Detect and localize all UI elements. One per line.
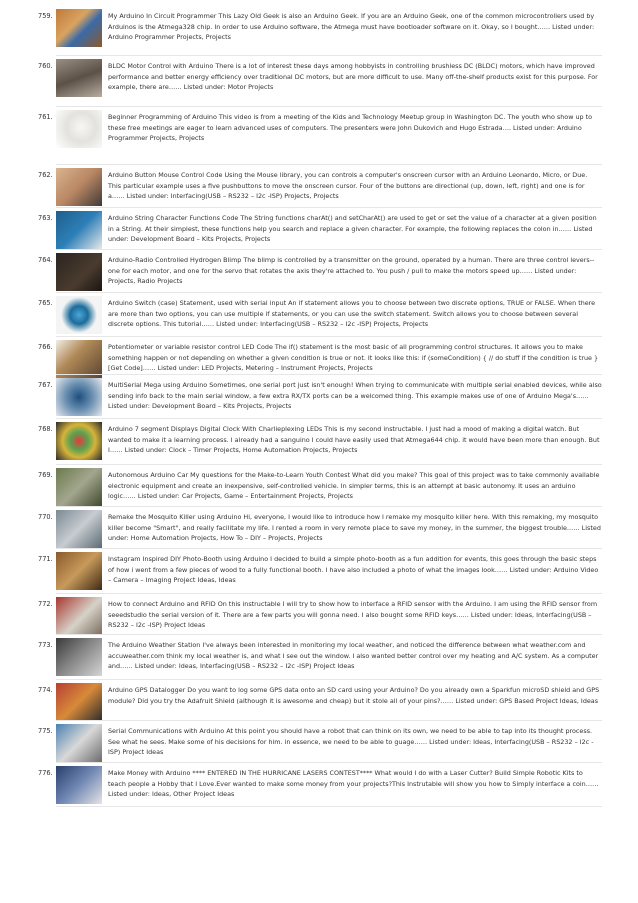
- list-item[interactable]: [0, 56, 638, 107]
- list-item[interactable]: [0, 721, 638, 763]
- project-description[interactable]: BLDC Motor Control with Arduino There is a lot of interest these days among hobbyists in controlling brushless DC (BLDC) motors, which have improved performance and better energy efficiency over traditional DC motors, but are more difficult to use. Many off-the-shelf products exist for this purpose. For example, there are…… Listed under: Motor Projects: [108, 62, 598, 92]
- item-number: 772.: [38, 600, 53, 608]
- project-thumbnail[interactable]: [56, 468, 102, 506]
- project-thumbnail[interactable]: [56, 552, 102, 590]
- project-description[interactable]: Arduino GPS Datalogger Do you want to log some GPS data onto an SD card using your Arduino? Do you already own a Sparkfun microSD shield and GPS module? Did you try the Adafruit Shield (although it is awesome and cheap) but it stole all of your pins?…… Listed under: GPS Based Project Ideas, Ideas: [108, 686, 600, 705]
- list-item[interactable]: [0, 208, 638, 250]
- project-description[interactable]: Instagram Inspired DIY Photo-Booth using Arduino I decided to build a simple photo-booth as a fun addition for events, this goes through the basic steps of how i went from a few pieces of wood to a fully functional booth. I have also included a photo of what the images look…… Listed under: Arduino Video – Camera – Imaging Project Ideas, Ideas: [108, 555, 599, 585]
- list-item[interactable]: [0, 680, 638, 721]
- project-description[interactable]: Remake the Mosquito Killer using Arduino Hi, everyone, I would like to introduce how I remake my mosquito killer here. With this remaking, my mosquito killer become "Smart", and really facilitate my life. I rented a room in very remote place to save my money, in the summer, the biggest trouble…… Listed under: Home Automation Projects, How To – DIY – Projects, Projects: [108, 513, 601, 543]
- list-item[interactable]: [0, 107, 638, 165]
- project-thumbnail[interactable]: [56, 422, 102, 460]
- project-thumbnail[interactable]: [56, 638, 102, 676]
- project-thumbnail[interactable]: [56, 168, 102, 206]
- item-number: 765.: [38, 299, 53, 307]
- item-number: 766.: [38, 343, 53, 351]
- list-item[interactable]: [0, 250, 638, 293]
- list-item[interactable]: [0, 549, 638, 594]
- list-item[interactable]: [0, 293, 638, 337]
- project-description[interactable]: Potentiometer or variable resistor control LED Code The if() statement is the most basic of all programming control structures. It allows you to make something happen or not depending on whether a given condition is true or not. It looks like this: if (someCondition) { // do stuff if the condition is true } [Get Code]…… Listed under: LED Projects, Metering – Instrument Projects, Projects: [108, 343, 599, 373]
- project-thumbnail[interactable]: [56, 9, 102, 47]
- project-thumbnail[interactable]: [56, 59, 102, 97]
- list-item[interactable]: [0, 763, 638, 807]
- item-number: 760.: [38, 62, 53, 70]
- list-item[interactable]: [0, 419, 638, 465]
- item-number: 764.: [38, 256, 53, 264]
- project-description[interactable]: Arduino Button Mouse Control Code Using the Mouse library, you can controls a computer's onscreen cursor with an Arduino Leonardo, Micro, or Due. This particular example uses a five pushbuttons to move the onscreen cursor. Four of the buttons are directional (up, down, left, right) and one is for a…… Listed under: Interfacing(USB – RS232 – I2c -ISP) Projects, Projects: [108, 171, 588, 201]
- item-number: 776.: [38, 769, 53, 777]
- list-item[interactable]: [0, 375, 638, 419]
- project-description[interactable]: Arduino String Character Functions Code The String functions charAt() and setCharAt() are used to get or set the value of a character at a given position in a String. At their simplest, these functions help you search and replace a given character. For example, the following replaces the colon in…… Listed under: Development Board – Kits Projects, Projects: [108, 214, 597, 244]
- list-item[interactable]: [0, 507, 638, 549]
- project-description[interactable]: Arduino Switch (case) Statement, used with serial input An if statement allows you to choose between two discrete options, TRUE or FALSE. When there are more than two options, you can use multiple if statements, or you can use the switch statement. Switch allows you to choose between several discrete options. This tutorial…… Listed under: Interfacing(USB – RS232 – I2c -ISP) Projects, Projects: [108, 299, 596, 329]
- item-number: 773.: [38, 641, 53, 649]
- project-thumbnail[interactable]: [56, 766, 102, 804]
- list-item[interactable]: [0, 594, 638, 635]
- project-thumbnail[interactable]: [56, 110, 102, 148]
- project-description[interactable]: Make Money with Arduino **** ENTERED IN THE HURRICANE LASERS CONTEST**** What would I do with a Laser Cutter? Build Simple Robotic Kits to teach people a Hobby that I Love.Ever wanted to make some money from your projects?This Instrutable will show you how to Simply interface a coin…… Listed under: Ideas, Other Project Ideas: [108, 769, 599, 799]
- project-thumbnail[interactable]: [56, 724, 102, 762]
- item-number: 771.: [38, 555, 53, 563]
- item-number: 769.: [38, 471, 53, 479]
- project-description[interactable]: Arduino-Radio Controlled Hydrogen Blimp The blimp is controlled by a transmitter on the ground, operated by a human. There are three control levers--one for each motor, and one for the servo that rotates the axis they're attached to. You push / pull to make the motors speed up…… Listed under: Projects, Radio Projects: [108, 256, 595, 286]
- list-item[interactable]: [0, 465, 638, 507]
- project-description[interactable]: Autonomous Arduino Car My questions for the Make-to-Learn Youth Contest What did you make? This goal of this project was to take commonly available electronic equipment and create an inexpensive, self-controlled vehicle. In simpler terms, this is an attempt at basic autonomy. It uses an arduino logic…… Listed under: Car Projects, Game – Entertainment Projects, Projects: [108, 471, 600, 501]
- project-thumbnail[interactable]: [56, 597, 102, 635]
- project-thumbnail[interactable]: [56, 253, 102, 291]
- project-thumbnail[interactable]: [56, 510, 102, 548]
- item-number: 762.: [38, 171, 53, 179]
- item-number: 774.: [38, 686, 53, 694]
- divider: [56, 806, 602, 807]
- item-number: 761.: [38, 113, 53, 121]
- item-number: 759.: [38, 12, 53, 20]
- item-number: 767.: [38, 381, 53, 389]
- project-description[interactable]: My Arduino In Circuit Programmer This Lazy Old Geek is also an Arduino Geek. If you are an Arduino Geek, one of the common microcontrollers used by Arduinos is the Atmega328 chip. In order to use Arduino software, the Atmega must have bootloader software on it. Okay, so I bought…… Listed under: Arduino Programmer Projects, Projects: [108, 12, 595, 42]
- list-item[interactable]: [0, 6, 638, 56]
- item-number: 770.: [38, 513, 53, 521]
- project-description[interactable]: MultiSerial Mega using Arduino Sometimes, one serial port just isn't enough! When trying to communicate with multiple serial enabled devices, while also sending info back to the main serial window, a few extra RX/TX ports can be a welcomed thing. This example makes use of one of Arduino Mega's…… Listed under: Development Board – Kits Projects, Projects: [108, 381, 602, 411]
- project-thumbnail[interactable]: [56, 211, 102, 249]
- project-thumbnail[interactable]: [56, 683, 102, 721]
- project-description[interactable]: How to connect Arduino and RFID On this instructable I will try to show how to interface a RFID sensor with the Arduino. I am using the RFID sensor from seeedstudio the serial version of it. There are a few parts you will gonna need. I also bought some RFID keys…… Listed under: Ideas, Interfacing(USB – RS232 – I2c -ISP) Project Ideas: [108, 600, 598, 630]
- item-number: 768.: [38, 425, 53, 433]
- item-number: 763.: [38, 214, 53, 222]
- item-number: 775.: [38, 727, 53, 735]
- list-item[interactable]: [0, 337, 638, 375]
- project-description[interactable]: Arduino 7 segment Displays Digital Clock With Charlieplexing LEDs This is my second instructable. I just had a mood of making a digital watch. But wanted to make it a learning process. I already had a sanguino I could have easily used that Atmega644 chip. it would have been more than enough. But I…… Listed under: Clock – Timer Projects, Home Automation Projects, Projects: [108, 425, 600, 455]
- project-thumbnail[interactable]: [56, 378, 102, 416]
- project-thumbnail[interactable]: [56, 296, 102, 334]
- list-item[interactable]: [0, 635, 638, 680]
- project-description[interactable]: Beginner Programming of Arduino This video is from a meeting of the Kids and Technology Meetup group in Washington DC. The youth who show up to these free meetings are eager to learn advanced uses of computers. The presenters were John Dukovich and Hugo Estrada…. Listed under: Arduino Programmer Projects, Projects: [108, 113, 593, 143]
- list-item[interactable]: [0, 165, 638, 208]
- project-description[interactable]: Serial Communications with Arduino At this point you should have a robot that can think on its own, we need to be able to tap into its thought process. See what he sees. Make some of his decisions for him. in essence, we need to be able to guage…… Listed under: Ideas, Interfacing(USB – RS232 – I2c -ISP) Project Ideas: [108, 727, 594, 757]
- project-list: [0, 6, 638, 807]
- project-description[interactable]: The Arduino Weather Station I've always been interested in monitoring my local weather, and noticed the difference between what weather.com and accuweather.com think my local weather is, and what I see out the window. I also wanted better control over my heating and A/C system. As a computer and…… Listed under: Ideas, Interfacing(USB – RS232 – I2c -ISP) Project Ideas: [108, 641, 599, 671]
- project-thumbnail[interactable]: [56, 340, 102, 378]
